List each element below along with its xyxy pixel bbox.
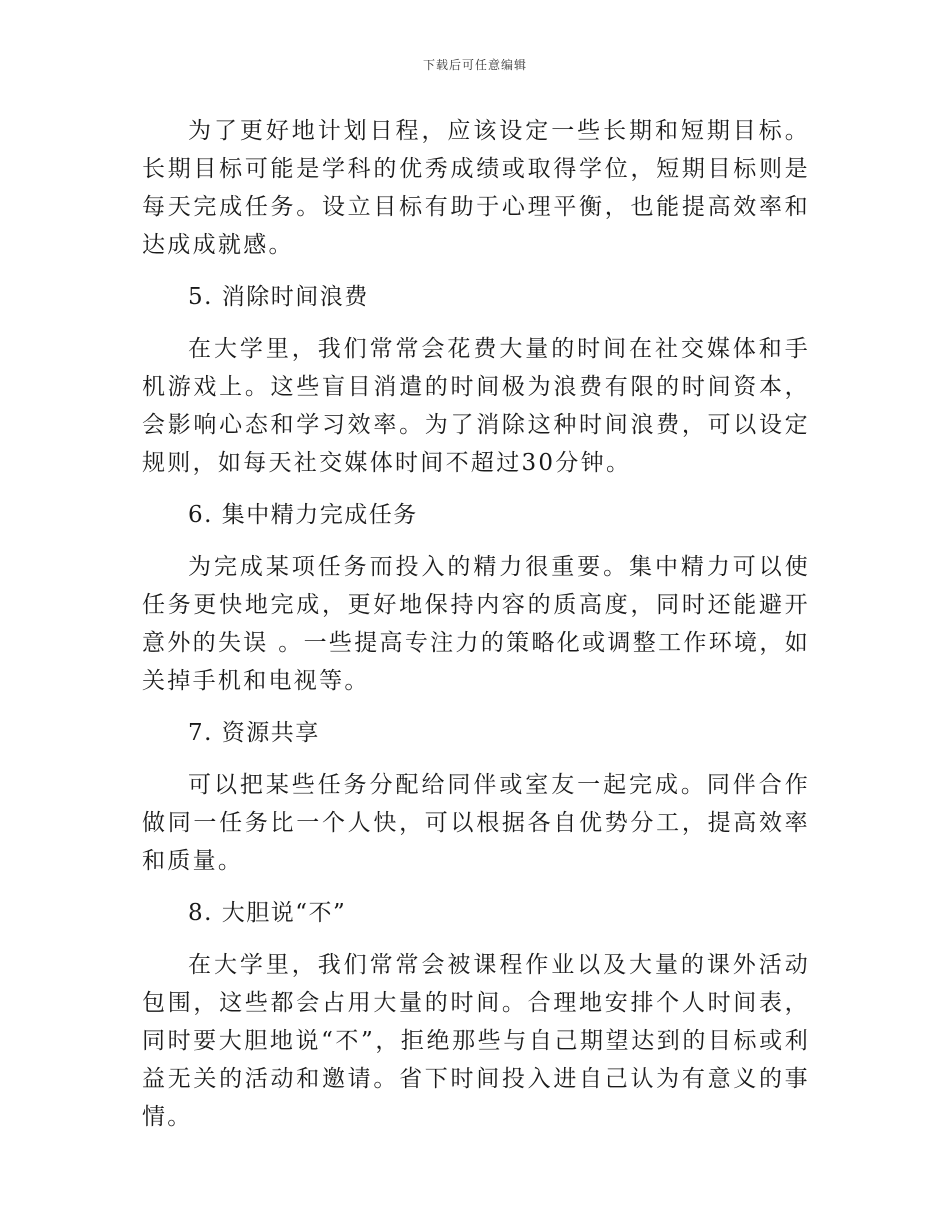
section-heading-5: 5. 消除时间浪费 — [188, 284, 369, 310]
section-heading-8: 8. 大胆说“不” — [188, 900, 347, 926]
document-body — [142, 112, 810, 1150]
paragraph-say-no: 在大学里，我们常常会被课程作业以及大量的课外活动包围，这些都会占用大量的时间。合理地安排个人时间表，同时要大胆地说“不”，拒绝那些与自己期望达到的目标或利益无关的活动和邀请。省下时间投入进自己认为有意义的事情。 — [142, 952, 810, 1130]
paragraph-goals: 为了更好地计划日程，应该设定一些长期和短期目标。长期目标可能是学科的优秀成绩或取得学位，短期目标则是每天完成任务。设立目标有助于心理平衡，也能提高效率和达成成就感。 — [142, 118, 810, 258]
paragraph-focus: 为完成某项任务而投入的精力很重要。集中精力可以使任务更快地完成，更好地保持内容的质高度，同时还能避开意外的失误 。一些提高专注力的策略化或调整工作环境，如关掉手机和电视等。 — [142, 554, 810, 694]
page-header: 下载后可任意编辑 — [422, 58, 527, 72]
section-heading-7: 7. 资源共享 — [188, 720, 320, 746]
section-heading-6: 6. 集中精力完成任务 — [188, 502, 418, 528]
paragraph-time-waste: 在大学里，我们常常会花费大量的时间在社交媒体和手机游戏上。这些盲目消遣的时间极为浪费有限的时间资本，会影响心态和学习效率。为了消除这种时间浪费，可以设定规则，如每天社交媒体时间不超过30分钟。 — [142, 336, 810, 476]
paragraph-resource-sharing: 可以把某些任务分配给同伴或室友一起完成。同伴合作做同一任务比一个人快，可以根据各自优势分工，提高效率和质量。 — [142, 772, 810, 874]
